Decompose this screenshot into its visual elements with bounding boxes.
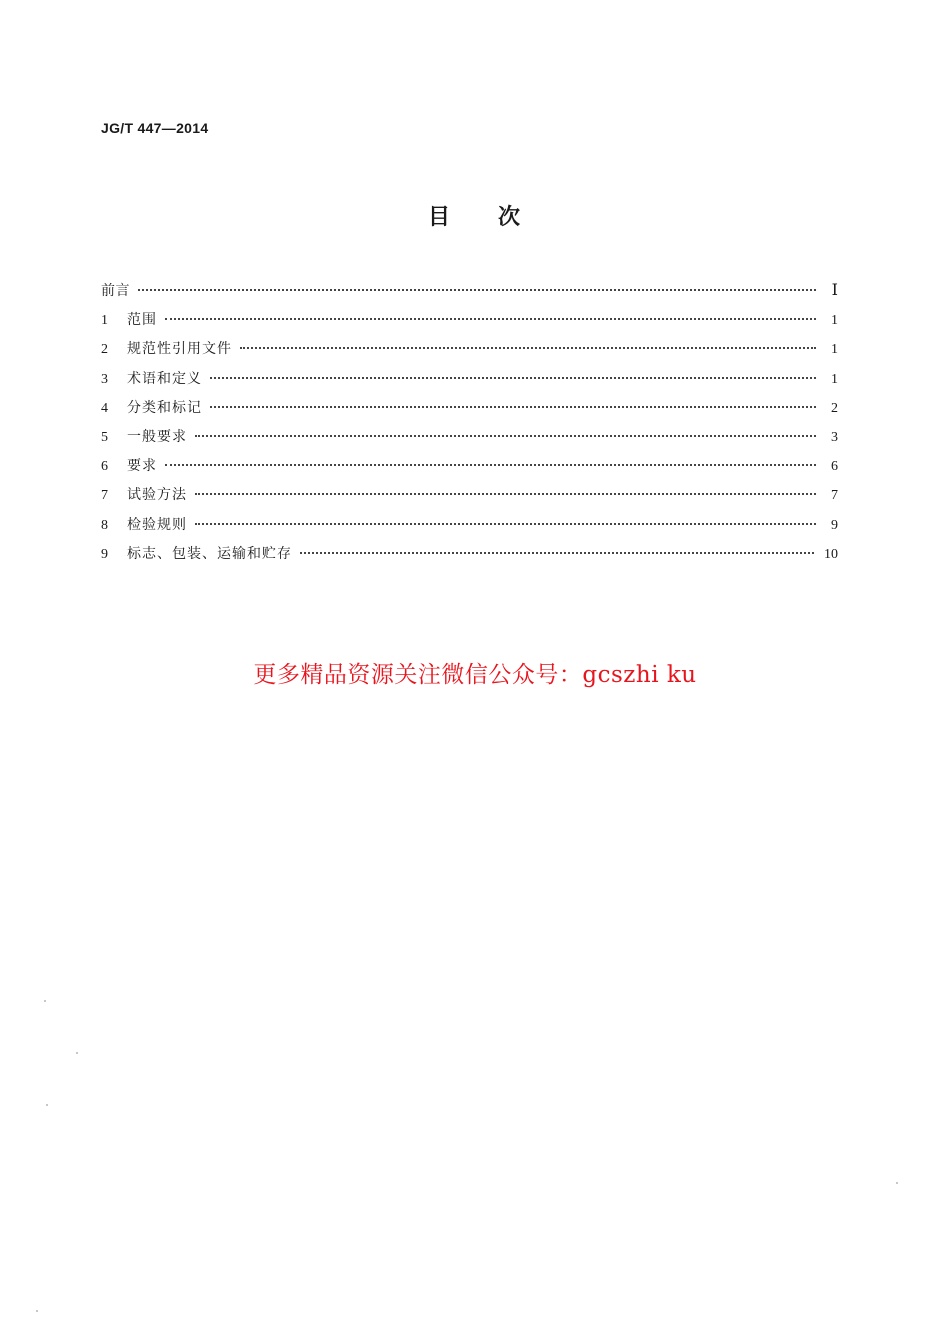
page-title: [0, 200, 950, 231]
toc-entry-number: 3: [101, 371, 108, 387]
toc-entry-title: 一般要求: [127, 428, 187, 445]
toc-entry-preface[interactable]: [101, 280, 838, 309]
toc-entry-title: 要求: [127, 458, 157, 475]
toc-entry-page: Ⅰ: [831, 282, 838, 299]
toc-leader-dots: [195, 523, 816, 525]
toc-entry-number: 8: [101, 517, 108, 533]
toc-leader-dots: [195, 435, 816, 437]
table-of-contents: [101, 280, 838, 572]
toc-entry[interactable]: [101, 543, 838, 572]
toc-entry-page: 7: [831, 488, 838, 504]
toc-entry-title: 规范性引用文件: [127, 341, 232, 358]
toc-leader-dots: [195, 493, 816, 495]
toc-entry-number: 2: [101, 342, 108, 358]
toc-entry[interactable]: [101, 368, 838, 397]
toc-entry-title: 试验方法: [127, 487, 187, 504]
toc-entry-page: 2: [831, 400, 838, 416]
toc-entry-title: 分类和标记: [127, 399, 202, 416]
toc-entry-number: 7: [101, 488, 108, 504]
scan-speck: [36, 1310, 38, 1312]
toc-entry-number: 9: [101, 546, 108, 562]
toc-leader-dots: [300, 552, 814, 554]
toc-entry-page: 1: [831, 342, 838, 358]
toc-entry-page: 9: [831, 517, 838, 533]
toc-leader-dots: [240, 347, 816, 349]
toc-entry[interactable]: [101, 426, 838, 455]
scan-speck: [76, 1052, 78, 1054]
toc-entry-title: 范围: [127, 312, 157, 329]
standard-code: JG/T 447—2014: [101, 120, 209, 136]
toc-entry[interactable]: [101, 309, 838, 338]
toc-leader-dots: [138, 289, 816, 291]
scan-speck: [46, 1104, 48, 1106]
promo-watermark-text: 更多精品资源关注微信公众号：gcszhi ku: [253, 662, 697, 688]
toc-leader-dots: [165, 464, 816, 466]
toc-entry-page: 3: [831, 429, 838, 445]
toc-entry[interactable]: [101, 514, 838, 543]
toc-entry-title: 术语和定义: [127, 370, 202, 387]
toc-entry[interactable]: [101, 484, 838, 513]
title-char-2: 次: [498, 205, 523, 230]
toc-entry-page: 1: [831, 371, 838, 387]
toc-entry-number: 5: [101, 429, 108, 445]
toc-entry[interactable]: [101, 397, 838, 426]
toc-entry-number: 4: [101, 400, 108, 416]
toc-entry-page: 6: [831, 459, 838, 475]
toc-entry-page: 1: [831, 313, 838, 329]
toc-entry[interactable]: [101, 338, 838, 367]
toc-entry-page: 10: [824, 546, 838, 562]
scan-speck: [44, 1000, 46, 1002]
toc-entry-number: 6: [101, 459, 108, 475]
toc-leader-dots: [210, 377, 816, 379]
scan-speck: [896, 1182, 898, 1184]
toc-entry-title: 标志、包装、运输和贮存: [127, 545, 292, 562]
toc-entry-title: 检验规则: [127, 516, 187, 533]
toc-entry-title: 前言: [101, 283, 130, 299]
title-char-1: 目: [427, 205, 452, 230]
toc-entry-number: 1: [101, 313, 108, 329]
toc-entry[interactable]: [101, 455, 838, 484]
toc-leader-dots: [165, 318, 816, 320]
toc-leader-dots: [210, 406, 816, 408]
